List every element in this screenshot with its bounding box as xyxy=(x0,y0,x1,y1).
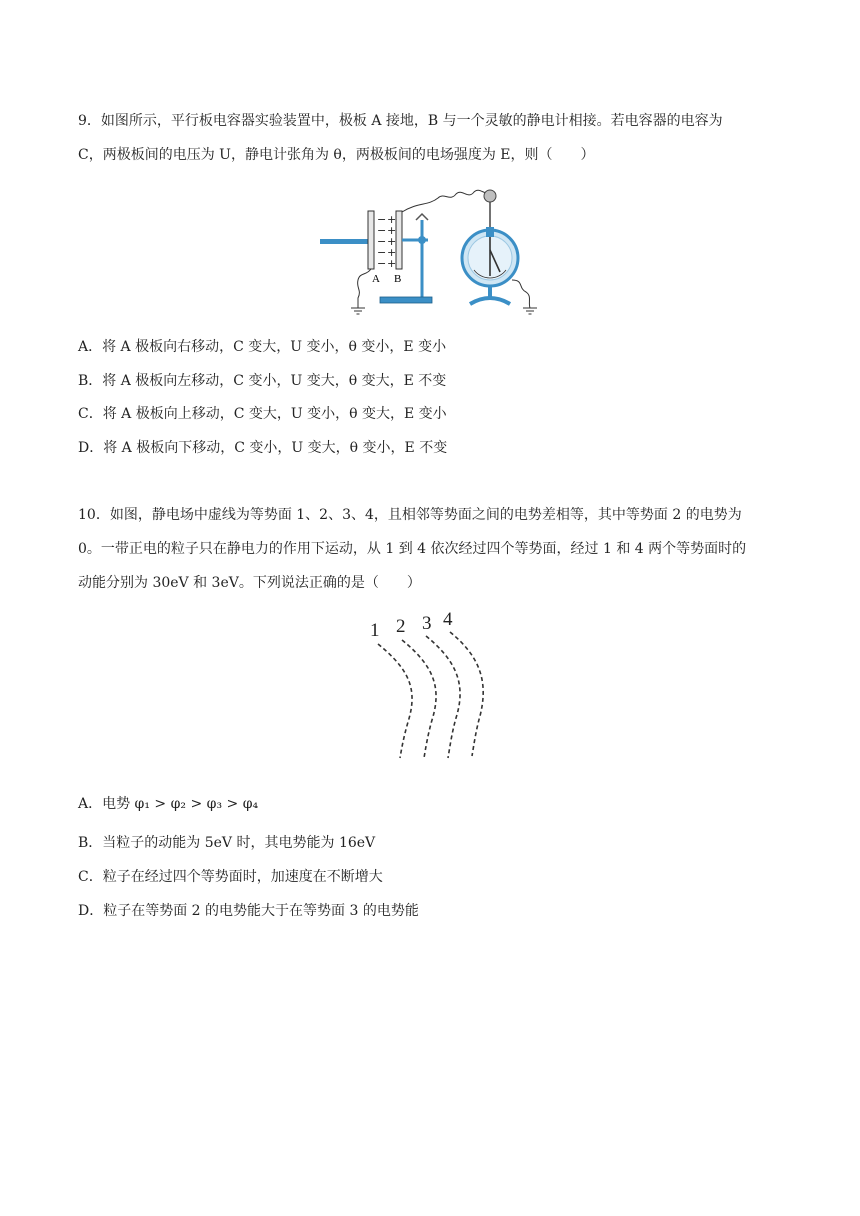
ground-symbol-a xyxy=(351,308,365,314)
equipotential-surface-2 xyxy=(402,640,436,758)
ground-wire-a xyxy=(358,269,371,308)
svg-text:−: − xyxy=(377,213,387,226)
plate-b xyxy=(396,211,402,269)
q10-option-b[interactable]: B．当粒子的动能为 5eV 时，其电势能为 16eV xyxy=(78,835,376,851)
surface-label-1: 1 xyxy=(370,620,380,641)
equipotential-surfaces-figure xyxy=(360,610,500,760)
q9-option-a[interactable]: A．将 A 极板向右移动，C 变大，U 变小，θ 变小，E 变小 xyxy=(78,339,447,355)
surface-label-2: 2 xyxy=(396,616,406,637)
surface-label-3: 3 xyxy=(422,613,432,634)
svg-text:−: − xyxy=(377,257,387,270)
q10-stem-line2: 0。一带正电的粒子只在静电力的作用下运动，从 1 到 4 依次经过四个等势面，经过 1 和 4 两个等势面时的 xyxy=(78,541,747,557)
equipotential-surface-1 xyxy=(378,644,412,758)
connecting-wire xyxy=(402,190,490,212)
equipotential-surface-4 xyxy=(450,632,483,756)
equipotential-surface-3 xyxy=(426,636,460,758)
electroscope-knob xyxy=(484,190,496,202)
svg-text:+: + xyxy=(387,257,397,270)
q10-option-d[interactable]: D．粒子在等势面 2 的电势能大于在等势面 3 的电势能 xyxy=(78,903,419,919)
q9-option-d[interactable]: D．将 A 极板向下移动，C 变小，U 变大，θ 变小，E 不变 xyxy=(78,440,448,456)
plate-a xyxy=(368,211,374,269)
q10-option-c[interactable]: C．粒子在经过四个等势面时，加速度在不断增大 xyxy=(78,869,383,885)
svg-text:+: + xyxy=(387,213,397,226)
svg-text:−: − xyxy=(377,246,387,259)
q10-stem-line3: 动能分别为 30eV 和 3eV。下列说法正确的是（ ） xyxy=(78,575,421,591)
q9-stem-line1: 9．如图所示，平行板电容器实验装置中，极板 A 接地，B 与一个灵敏的静电计相接。若电容器的电容为 xyxy=(78,113,723,129)
ground-wire-electroscope xyxy=(512,280,530,308)
charge-signs xyxy=(377,213,396,270)
stand-base xyxy=(380,297,432,303)
surface-label-4: 4 xyxy=(443,610,453,630)
insulating-rod xyxy=(320,239,370,244)
svg-text:+: + xyxy=(387,246,397,259)
svg-text:+: + xyxy=(387,235,397,248)
q9-option-c[interactable]: C．将 A 极板向上移动，C 变大，U 变小，θ 变大，E 变小 xyxy=(78,406,447,422)
svg-text:−: − xyxy=(377,235,387,248)
capacitor-electroscope-figure xyxy=(318,180,558,320)
q10-stem-line1: 10．如图，静电场中虚线为等势面 1、2、3、4，且相邻等势面之间的电势差相等，其中等势面 2 的电势为 xyxy=(78,507,742,523)
plate-a-label: A xyxy=(372,273,380,285)
plate-b-label: B xyxy=(394,273,402,285)
svg-text:−: − xyxy=(377,224,387,237)
ground-symbol-electroscope xyxy=(523,308,537,314)
svg-text:+: + xyxy=(387,224,397,237)
q10-option-a[interactable]: A．电势 φ₁ > φ₂ > φ₃ > φ₄ xyxy=(78,796,259,812)
q9-stem-line2: C，两极板间的电压为 U，静电计张角为 θ，两极板间的电场强度为 E，则（ ） xyxy=(78,147,595,163)
electroscope-base xyxy=(470,298,510,304)
q9-option-b[interactable]: B．将 A 极板向左移动，C 变小，U 变大，θ 变大，E 不变 xyxy=(78,373,447,389)
